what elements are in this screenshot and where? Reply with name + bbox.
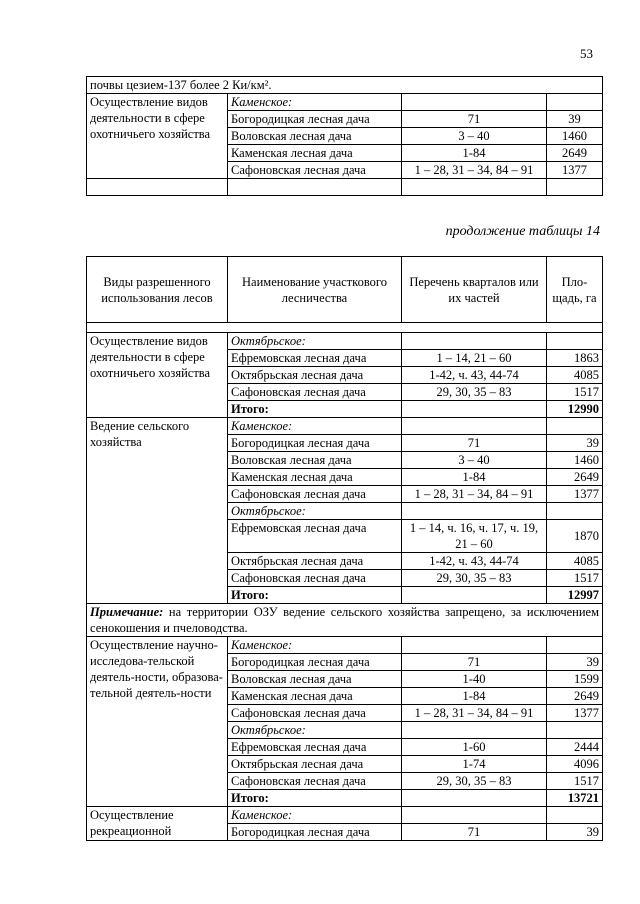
forestry-name: Сафоновская лесная дача: [228, 486, 402, 503]
forestry-name: Ефремовская лесная дача: [228, 520, 402, 553]
forestry-name: Октябрьская лесная дача: [228, 367, 402, 384]
area-cell: 2444: [547, 739, 603, 756]
activity-cell: Осуществление рекреационной: [87, 807, 228, 841]
quarters-cell: 3 – 40: [402, 452, 547, 469]
total-value: 13721: [547, 790, 603, 807]
forestry-name: Сафоновская лесная дача: [228, 384, 402, 401]
forestry-name: Воловская лесная дача: [228, 671, 402, 688]
table-caption: продолжение таблицы 14: [445, 224, 600, 239]
area-cell: 1863: [547, 350, 603, 367]
area-cell: 2649: [547, 145, 603, 162]
area-cell: 1460: [547, 452, 603, 469]
quarters-cell: 3 – 40: [402, 128, 547, 145]
table-row: [87, 637, 603, 654]
forestry-name: Воловская лесная дача: [228, 128, 402, 145]
header-area: Пло-щадь, га: [547, 257, 603, 323]
quarters-cell: 1 – 28, 31 – 34, 84 – 91: [402, 162, 547, 179]
forestry-name: Ефремовская лесная дача: [228, 739, 402, 756]
activity-cell: Осуществление научно-исследова-тельской деятель-ности, образова-тельной деятель-ности: [87, 637, 228, 807]
district-label: Каменское:: [228, 94, 402, 111]
area-cell: 39: [547, 111, 603, 128]
quarters-cell: 1 – 14, 21 – 60: [402, 350, 547, 367]
forestry-name: Ефремовская лесная дача: [228, 350, 402, 367]
quarters-cell: 71: [402, 824, 547, 841]
area-cell: 1460: [547, 128, 603, 145]
quarters-cell: 1 – 28, 31 – 34, 84 – 91: [402, 486, 547, 503]
total-label: Итого:: [228, 401, 402, 418]
quarters-cell: 71: [402, 654, 547, 671]
quarters-cell: 1 – 28, 31 – 34, 84 – 91: [402, 705, 547, 722]
lead-text: почвы цезием-137 более 2 Ки/км².: [87, 77, 603, 94]
area-cell: 1599: [547, 671, 603, 688]
note-text: на территории ОЗУ ведение сельского хозяйства запрещено, за исключением сенокошения и пчеловодства.: [90, 605, 599, 635]
total-value: 12990: [547, 401, 603, 418]
forestry-name: Богородицкая лесная дача: [228, 654, 402, 671]
note-cell: [87, 604, 603, 637]
forestry-name: Каменская лесная дача: [228, 469, 402, 486]
note-label: Примечание:: [90, 605, 164, 619]
forestry-name: Сафоновская лесная дача: [228, 705, 402, 722]
forestry-name: Октябрьская лесная дача: [228, 756, 402, 773]
district-label: Октябрьское:: [228, 722, 402, 739]
area-cell: 4085: [547, 367, 603, 384]
quarters-cell: 71: [402, 111, 547, 128]
area-cell: 1870: [547, 520, 603, 553]
table-main: [86, 256, 603, 841]
table-row: [87, 179, 603, 196]
forestry-name: Воловская лесная дача: [228, 452, 402, 469]
area-cell: 1517: [547, 773, 603, 790]
quarters-cell: 29, 30, 35 – 83: [402, 773, 547, 790]
forestry-name: Богородицкая лесная дача: [228, 435, 402, 452]
district-label: Каменское:: [228, 807, 402, 824]
quarters-cell: 1 – 14, ч. 16, ч. 17, ч. 19, 21 – 60: [402, 520, 547, 553]
table-fragment-top: [86, 76, 603, 196]
area-cell: 2649: [547, 688, 603, 705]
page-number: 53: [580, 46, 593, 61]
table-row: [87, 94, 603, 111]
quarters-cell: 1-42, ч. 43, 44-74: [402, 367, 547, 384]
quarters-cell: 1-84: [402, 688, 547, 705]
area-cell: 4085: [547, 553, 603, 570]
area-cell: 1517: [547, 384, 603, 401]
district-label: Каменское:: [228, 637, 402, 654]
quarters-cell: 1-40: [402, 671, 547, 688]
forestry-name: Сафоновская лесная дача: [228, 570, 402, 587]
forestry-name: Каменская лесная дача: [228, 688, 402, 705]
area-cell: 1377: [547, 162, 603, 179]
forestry-name: Каменская лесная дача: [228, 145, 402, 162]
header-quarters: Перечень кварталов или их частей: [402, 257, 547, 323]
area-cell: 39: [547, 654, 603, 671]
quarters-cell: 29, 30, 35 – 83: [402, 384, 547, 401]
activity-cell: Осуществление видов деятельности в сфере охотничьего хозяйства: [87, 333, 228, 418]
quarters-cell: 1-84: [402, 469, 547, 486]
area-cell: 39: [547, 435, 603, 452]
table-row: [87, 418, 603, 435]
forestry-name: Сафоновская лесная дача: [228, 773, 402, 790]
forestry-name: Богородицкая лесная дача: [228, 824, 402, 841]
district-label: Каменское:: [228, 418, 402, 435]
forestry-name: Октябрьская лесная дача: [228, 553, 402, 570]
quarters-cell: 29, 30, 35 – 83: [402, 570, 547, 587]
table-header-row: [87, 257, 603, 323]
district-label: Октябрьское:: [228, 333, 402, 350]
total-value: 12997: [547, 587, 603, 604]
total-label: Итого:: [228, 790, 402, 807]
forestry-name: Богородицкая лесная дача: [228, 111, 402, 128]
header-forestry: Наименование участкового лесничества: [228, 257, 402, 323]
district-label: Октябрьское:: [228, 503, 402, 520]
area-cell: 39: [547, 824, 603, 841]
area-cell: 4096: [547, 756, 603, 773]
table-row: [87, 333, 603, 350]
table-row: [87, 323, 603, 333]
note-row: [87, 604, 603, 637]
total-label: Итого:: [228, 587, 402, 604]
quarters-cell: 1-60: [402, 739, 547, 756]
area-cell: 1377: [547, 486, 603, 503]
quarters-cell: 1-74: [402, 756, 547, 773]
quarters-cell: 1-42, ч. 43, 44-74: [402, 553, 547, 570]
area-cell: 2649: [547, 469, 603, 486]
quarters-cell: 71: [402, 435, 547, 452]
area-cell: 1377: [547, 705, 603, 722]
area-cell: 1517: [547, 570, 603, 587]
table-row: [87, 807, 603, 824]
quarters-cell: 1-84: [402, 145, 547, 162]
table-row: [87, 77, 603, 94]
activity-cell: Ведение сельского хозяйства: [87, 418, 228, 604]
forestry-name: Сафоновская лесная дача: [228, 162, 402, 179]
header-activity: Виды разрешенного использования лесов: [87, 257, 228, 323]
activity-cell: Осуществление видов деятельности в сфере охотничьего хозяйства: [87, 94, 228, 179]
